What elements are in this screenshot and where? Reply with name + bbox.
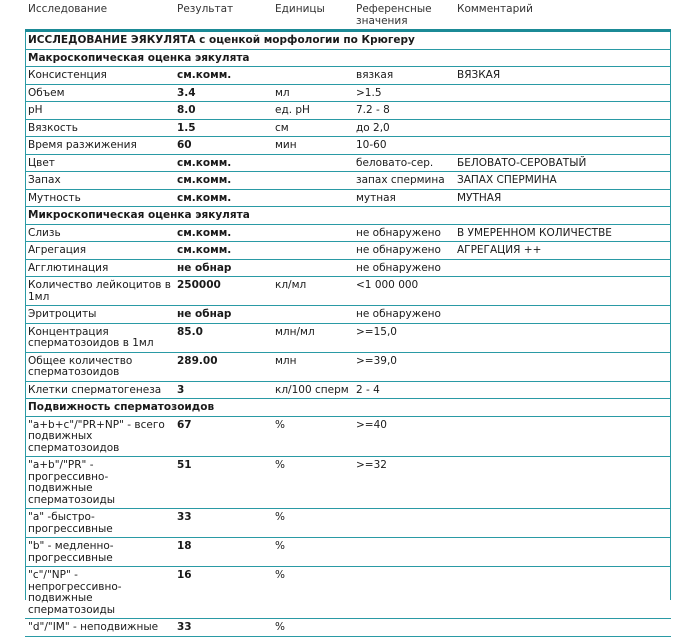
test-reference: >1.5 xyxy=(353,84,454,102)
table-row xyxy=(25,509,671,538)
test-name: Вязкость xyxy=(25,119,174,137)
section-heading-micro: Микроскопическая оценка эякулята xyxy=(25,207,671,225)
test-units: кл/100 сперм xyxy=(272,381,353,399)
test-comment: БЕЛОВАТО-СЕРОВАТЫЙ xyxy=(454,154,671,172)
test-units xyxy=(272,224,353,242)
test-comment xyxy=(454,306,671,324)
test-result: 8.0 xyxy=(174,102,272,120)
test-result: 16 xyxy=(174,567,272,619)
test-comment: ЗАПАХ СПЕРМИНА xyxy=(454,172,671,190)
test-comment xyxy=(454,102,671,120)
test-comment xyxy=(454,538,671,567)
table-row xyxy=(25,416,671,457)
test-result: не обнар xyxy=(174,306,272,324)
test-name: Консистенция xyxy=(25,67,174,85)
test-result: см.комм. xyxy=(174,154,272,172)
test-name: Мутность xyxy=(25,189,174,207)
column-header-units: Единицы xyxy=(272,0,353,31)
column-header-comment: Комментарий xyxy=(454,0,671,31)
column-header-result: Результат xyxy=(174,0,272,31)
test-name: "a+b+c"/"PR+NP" - всего подвижных сперматозоидов xyxy=(25,416,174,457)
table-row xyxy=(25,538,671,567)
test-units: млн/мл xyxy=(272,323,353,352)
test-reference: запах спермина xyxy=(353,172,454,190)
table-row xyxy=(25,172,671,190)
test-reference: не обнаружено xyxy=(353,242,454,260)
section-heading-macro: Макроскопическая оценка эякулята xyxy=(25,49,671,67)
test-result: 51 xyxy=(174,457,272,509)
test-result: 1.5 xyxy=(174,119,272,137)
test-result: 33 xyxy=(174,509,272,538)
test-comment xyxy=(454,323,671,352)
test-reference: >=39,0 xyxy=(353,352,454,381)
section-heading-motility: Подвижность сперматозоидов xyxy=(25,399,671,417)
test-comment xyxy=(454,259,671,277)
test-comment xyxy=(454,352,671,381)
test-name: Количество лейкоцитов в 1мл xyxy=(25,277,174,306)
test-comment: В УМЕРЕННОМ КОЛИЧЕСТВЕ xyxy=(454,224,671,242)
table-row xyxy=(25,567,671,619)
table-row xyxy=(25,154,671,172)
table-row xyxy=(25,84,671,102)
table-row xyxy=(25,323,671,352)
test-name: "a+b"/"PR" - прогрессивно-подвижные сперматозоиды xyxy=(25,457,174,509)
test-comment xyxy=(454,119,671,137)
test-comment xyxy=(454,619,671,637)
test-reference: до 2,0 xyxy=(353,119,454,137)
test-name: Время разжижения xyxy=(25,137,174,155)
test-reference: 7.2 - 8 xyxy=(353,102,454,120)
table-row xyxy=(25,137,671,155)
table-row xyxy=(25,619,671,637)
table-row xyxy=(25,306,671,324)
test-result: см.комм. xyxy=(174,224,272,242)
test-result: см.комм. xyxy=(174,242,272,260)
test-reference: 2 - 4 xyxy=(353,381,454,399)
test-units: % xyxy=(272,567,353,619)
test-units xyxy=(272,189,353,207)
table-row xyxy=(25,259,671,277)
table-row xyxy=(25,102,671,120)
test-name: Концентрация сперматозоидов в 1мл xyxy=(25,323,174,352)
table-row xyxy=(25,119,671,137)
table-row xyxy=(25,457,671,509)
test-comment xyxy=(454,416,671,457)
test-units: % xyxy=(272,538,353,567)
test-reference: >=15,0 xyxy=(353,323,454,352)
test-name: Цвет xyxy=(25,154,174,172)
test-reference: не обнаружено xyxy=(353,259,454,277)
test-units xyxy=(272,154,353,172)
test-comment: АГРЕГАЦИЯ ++ xyxy=(454,242,671,260)
test-units: см xyxy=(272,119,353,137)
test-name: "a" -быстро-прогрессивные xyxy=(25,509,174,538)
table-row xyxy=(25,67,671,85)
test-result: не обнар xyxy=(174,259,272,277)
test-comment xyxy=(454,381,671,399)
test-reference: не обнаружено xyxy=(353,306,454,324)
test-result: 18 xyxy=(174,538,272,567)
test-comment xyxy=(454,137,671,155)
test-reference xyxy=(353,509,454,538)
table-row xyxy=(25,277,671,306)
test-reference: мутная xyxy=(353,189,454,207)
test-comment: ВЯЗКАЯ xyxy=(454,67,671,85)
table-row xyxy=(25,242,671,260)
test-result: 60 xyxy=(174,137,272,155)
test-units xyxy=(272,306,353,324)
report-title: ИССЛЕДОВАНИЕ ЭЯКУЛЯТА с оценкой морфологии по Крюгеру xyxy=(25,31,671,50)
table-header xyxy=(25,0,671,31)
test-reference: 10-60 xyxy=(353,137,454,155)
table-row xyxy=(25,224,671,242)
test-reference xyxy=(353,567,454,619)
test-reference: не обнаружено xyxy=(353,224,454,242)
test-name: Клетки сперматогенеза xyxy=(25,381,174,399)
test-units xyxy=(272,242,353,260)
column-header-test: Исследование xyxy=(25,0,174,31)
column-header-reference: Референсные значения xyxy=(353,0,454,31)
test-units: кл/мл xyxy=(272,277,353,306)
test-units: млн xyxy=(272,352,353,381)
results-table xyxy=(25,0,671,637)
test-name: Агрегация xyxy=(25,242,174,260)
test-result: 85.0 xyxy=(174,323,272,352)
test-units: % xyxy=(272,457,353,509)
test-result: 250000 xyxy=(174,277,272,306)
test-units: ед. pH xyxy=(272,102,353,120)
test-units: % xyxy=(272,509,353,538)
test-name: "d"/"IM" - неподвижные xyxy=(25,619,174,637)
test-comment xyxy=(454,509,671,538)
test-comment xyxy=(454,457,671,509)
test-reference xyxy=(353,538,454,567)
test-comment xyxy=(454,277,671,306)
test-name: Эритроциты xyxy=(25,306,174,324)
test-reference: вязкая xyxy=(353,67,454,85)
test-units: мин xyxy=(272,137,353,155)
test-name: pH xyxy=(25,102,174,120)
test-result: 3 xyxy=(174,381,272,399)
test-reference: <1 000 000 xyxy=(353,277,454,306)
test-comment xyxy=(454,84,671,102)
test-name: Агглютинация xyxy=(25,259,174,277)
test-name: Слизь xyxy=(25,224,174,242)
test-comment: МУТНАЯ xyxy=(454,189,671,207)
table-row xyxy=(25,189,671,207)
test-result: см.комм. xyxy=(174,172,272,190)
test-units: % xyxy=(272,619,353,637)
test-result: 33 xyxy=(174,619,272,637)
test-name: Объем xyxy=(25,84,174,102)
test-units xyxy=(272,259,353,277)
test-reference xyxy=(353,619,454,637)
table-row xyxy=(25,381,671,399)
test-units: % xyxy=(272,416,353,457)
test-result: 67 xyxy=(174,416,272,457)
test-comment xyxy=(454,567,671,619)
test-result: см.комм. xyxy=(174,189,272,207)
test-name: Общее количество сперматозоидов xyxy=(25,352,174,381)
table-row xyxy=(25,352,671,381)
test-units xyxy=(272,67,353,85)
test-name: Запах xyxy=(25,172,174,190)
test-result: см.комм. xyxy=(174,67,272,85)
test-reference: >=32 xyxy=(353,457,454,509)
test-result: 289.00 xyxy=(174,352,272,381)
test-units xyxy=(272,172,353,190)
test-name: "b" - медленно-прогрессивные xyxy=(25,538,174,567)
test-result: 3.4 xyxy=(174,84,272,102)
test-units: мл xyxy=(272,84,353,102)
test-reference: беловато-сер. xyxy=(353,154,454,172)
test-reference: >=40 xyxy=(353,416,454,457)
test-name: "c"/"NP" - непрогрессивно-подвижные сперматозоиды xyxy=(25,567,174,619)
